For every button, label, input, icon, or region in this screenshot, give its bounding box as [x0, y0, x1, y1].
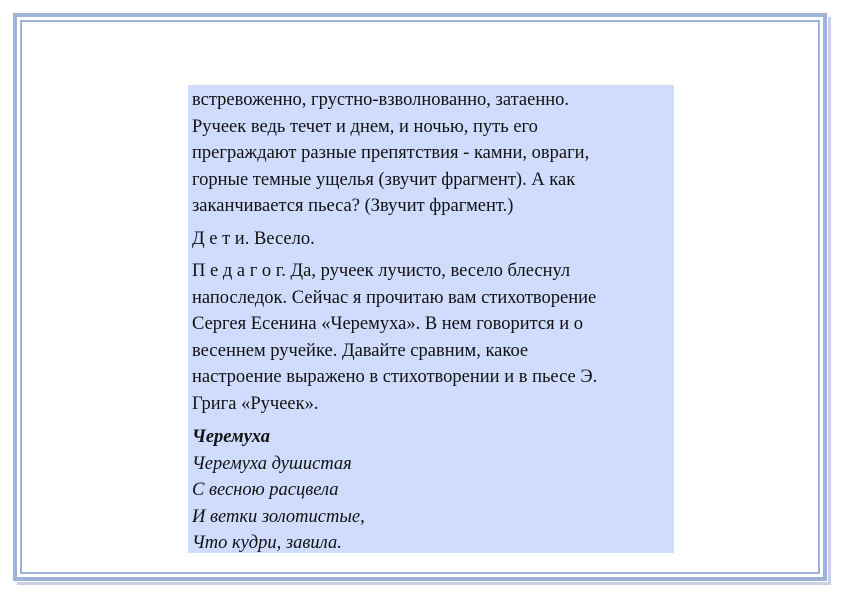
- text-line: горные темные ущелья (звучит фрагмент). А как: [192, 169, 576, 190]
- text-line: весеннем ручейке. Давайте сравним, какое: [192, 340, 529, 361]
- speaker-label: Д е т и.: [192, 228, 250, 249]
- text-box: [188, 85, 674, 553]
- text-line: встревоженно, грустно-взволнованно, затаенно.: [192, 90, 570, 110]
- poem: [192, 424, 670, 557]
- paragraph-children-reply: [192, 226, 670, 253]
- text-line: напоследок. Сейчас я прочитаю вам стихотворение: [192, 287, 597, 308]
- speaker-label: П е д а г о г.: [192, 261, 286, 281]
- poem-line: Черемуха душистая: [192, 453, 352, 474]
- poem-title: Черемуха: [192, 427, 270, 447]
- text-line: Грига «Ручеек».: [192, 393, 319, 414]
- reply-text: Весело.: [253, 228, 315, 249]
- paragraph-teacher: [192, 258, 670, 417]
- text-line: настроение выражено в стихотворении и в пьесе Э.: [192, 367, 598, 387]
- paragraph-intro: [192, 87, 670, 220]
- text-line: Ручеек ведь течет и днем, и ночью, путь его: [192, 116, 538, 137]
- poem-line: Что кудри, завила.: [192, 533, 342, 553]
- text-line: заканчивается пьеса? (Звучит фрагмент.): [192, 196, 514, 216]
- text-line: Сергея Есенина «Черемуха». В нем говорится и о: [192, 314, 584, 334]
- poem-line: И ветки золотистые,: [192, 506, 365, 527]
- text-line: Да, ручеек лучисто, весело блеснул: [290, 261, 571, 281]
- text-line: преграждают разные препятствия - камни, овраги,: [192, 143, 590, 163]
- poem-line: С весною расцвела: [192, 480, 339, 500]
